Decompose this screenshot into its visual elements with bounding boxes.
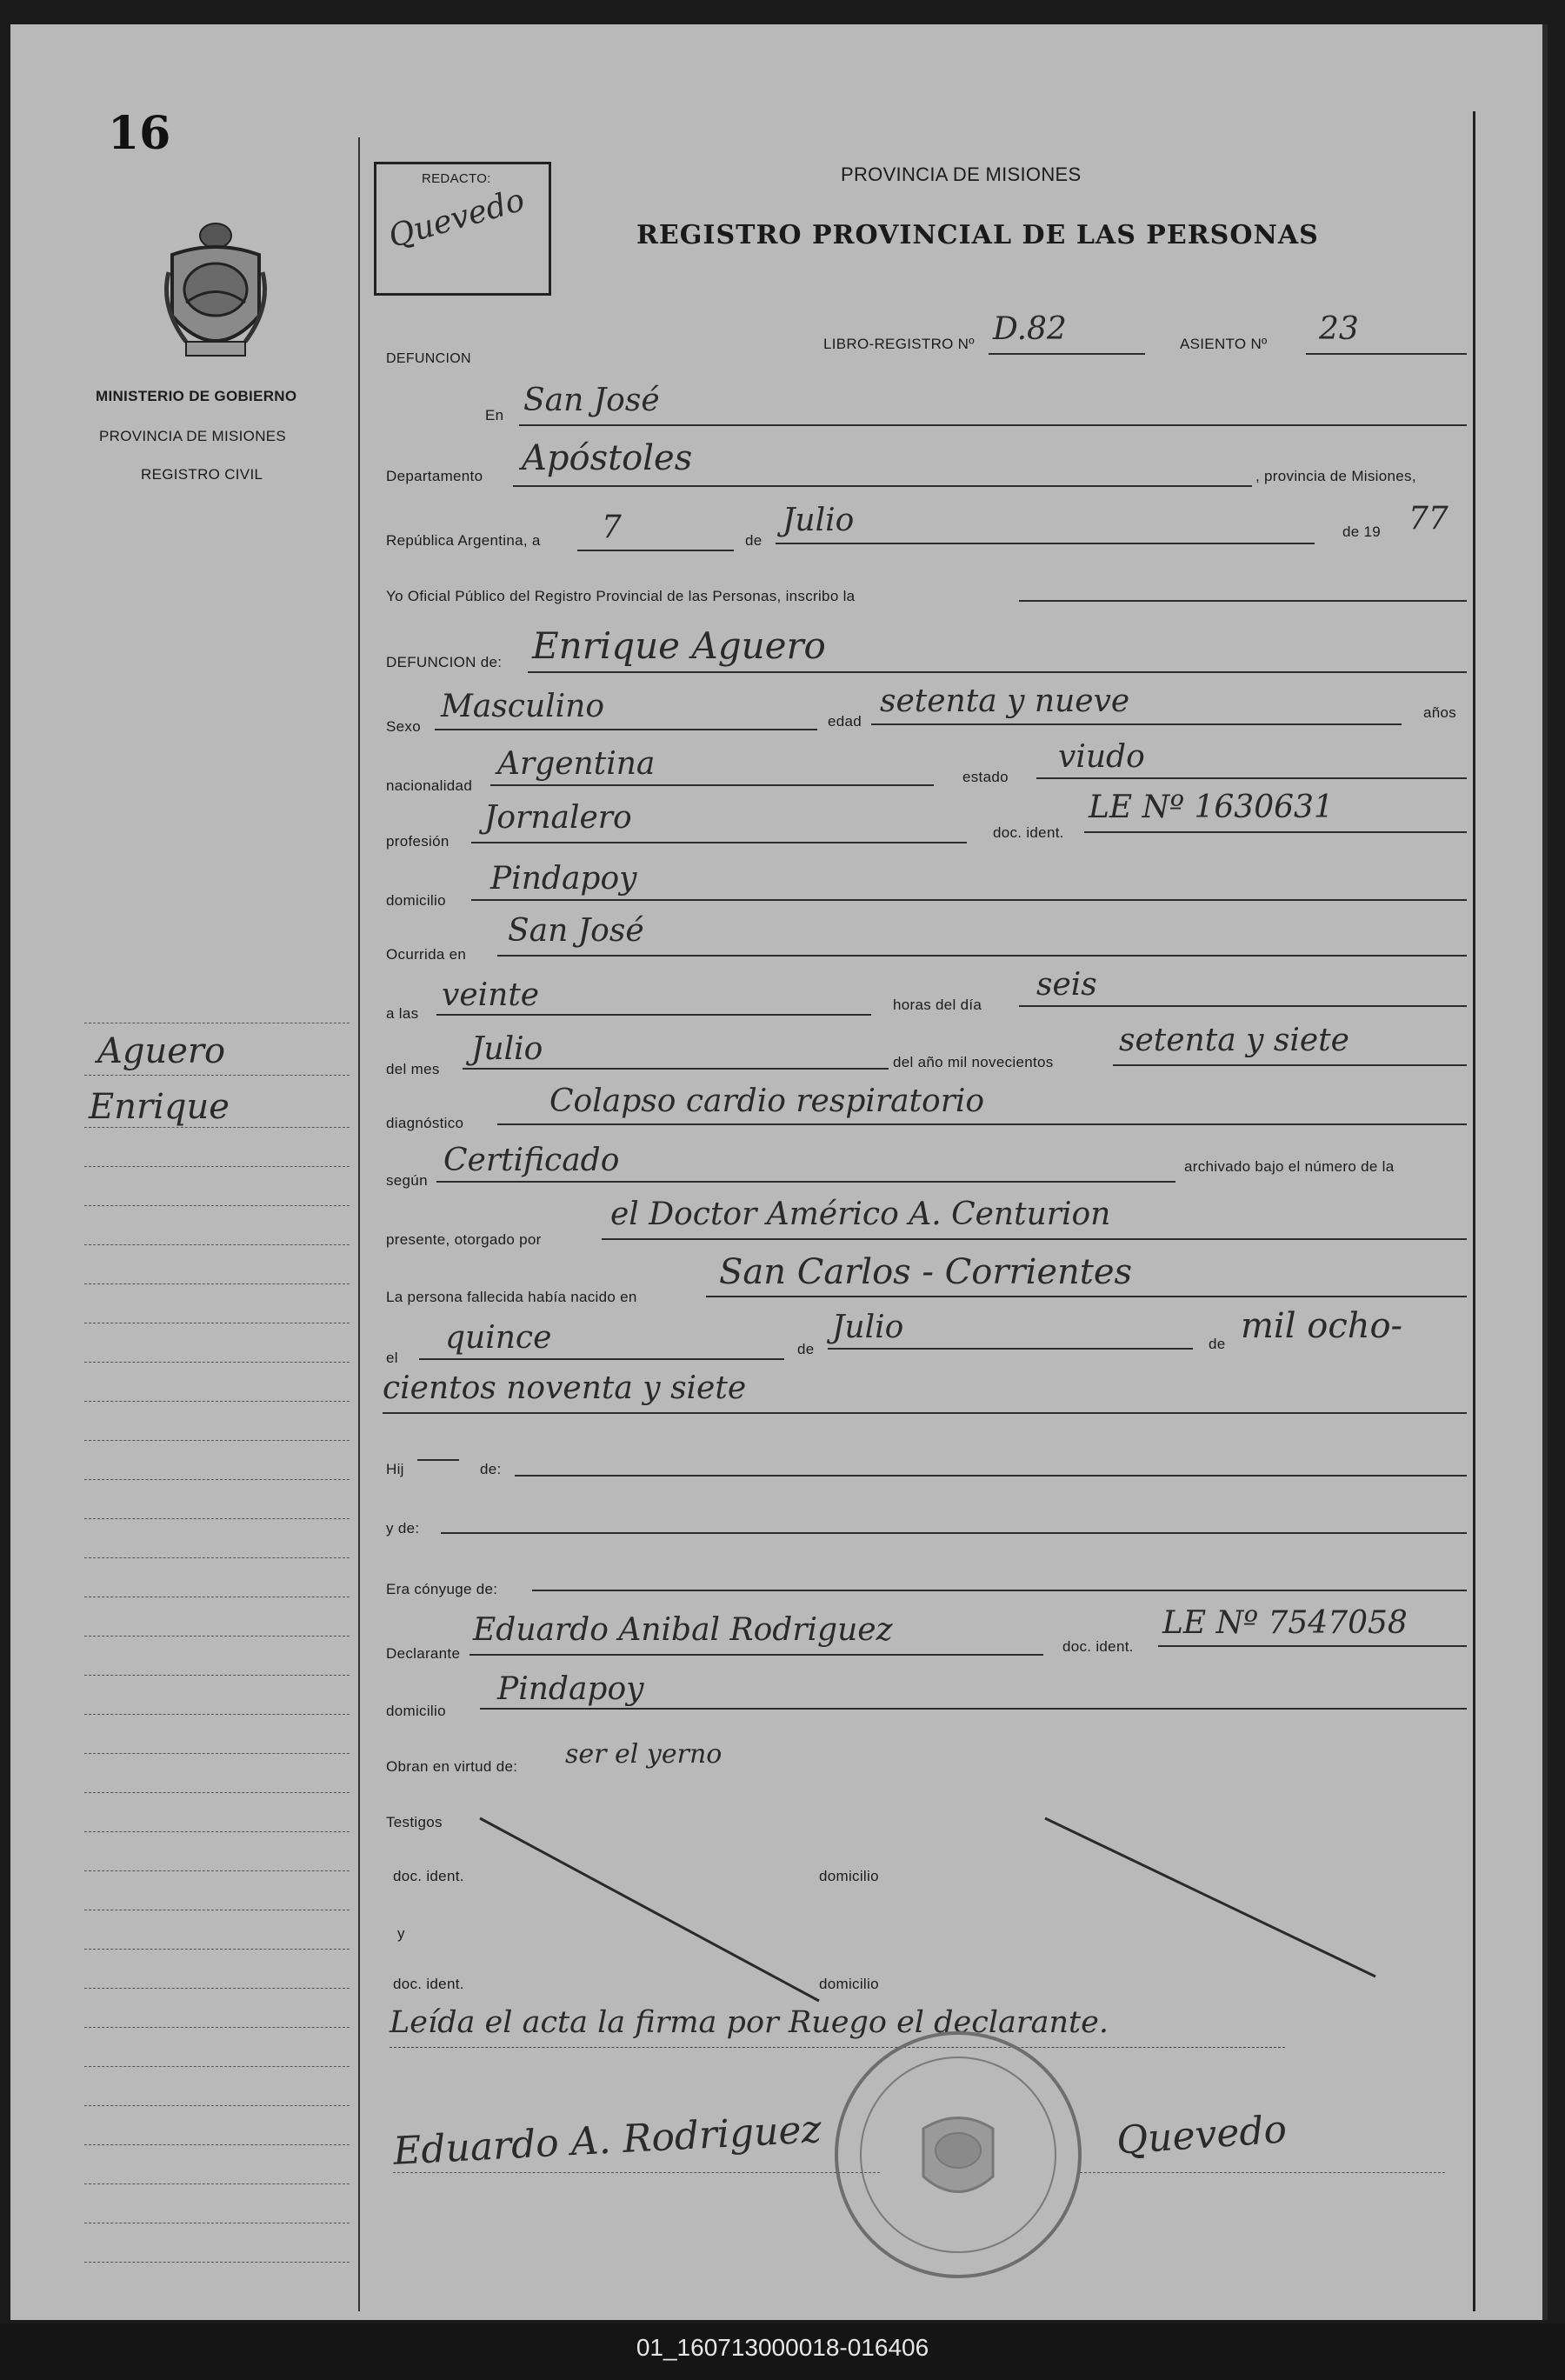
de3-label: de <box>1209 1336 1226 1352</box>
province-label: PROVINCIA DE MISIONES <box>99 428 287 444</box>
form-left-border <box>358 137 360 2311</box>
alas-value: veinte <box>442 977 540 1013</box>
dia-value: 7 <box>602 510 622 545</box>
horas-value: seis <box>1036 967 1097 1003</box>
y-label: y <box>397 1925 405 1942</box>
edad-label: edad <box>828 713 862 730</box>
redacto-label: REDACTO: <box>422 171 491 186</box>
horas-label: horas del día <box>893 997 982 1013</box>
decl-doc-label: doc. ident. <box>1062 1638 1134 1655</box>
conyuge-label: Era cónyuge de: <box>386 1581 498 1597</box>
asiento-label: ASIENTO Nº <box>1180 336 1268 352</box>
segun-value: Certificado <box>443 1143 620 1178</box>
signature-official: Quevedo <box>1115 2107 1289 2163</box>
registro-civil-label: REGISTRO CIVIL <box>141 466 263 483</box>
leida-text: Leída el acta la firma por Ruego el declarante. <box>390 2005 1109 2040</box>
domicilio-value: Pindapoy <box>490 861 637 897</box>
nacido-value: San Carlos - Corrientes <box>719 1252 1133 1292</box>
republica-label: República Argentina, a <box>386 532 541 549</box>
file-id-caption: 01_160713000018-016406 <box>0 2323 1565 2380</box>
nacionalidad-label: nacionalidad <box>386 777 473 794</box>
provincia-label: , provincia de Misiones, <box>1255 468 1416 484</box>
en-value: San José <box>523 383 660 418</box>
official-seal-icon <box>828 2024 1089 2285</box>
presente-value: el Doctor Américo A. Centurion <box>610 1197 1111 1232</box>
anos-label: años <box>1423 704 1457 721</box>
decl-dom-label: domicilio <box>386 1703 446 1719</box>
decl-dom-value: Pindapoy <box>497 1671 644 1707</box>
diagnostico-value: Colapso cardio respiratorio <box>549 1083 985 1119</box>
form-right-border <box>1473 111 1475 2311</box>
coat-of-arms-icon <box>160 220 271 368</box>
libro-value: D.82 <box>993 311 1067 347</box>
libro-label: LIBRO-REGISTRO Nº <box>823 336 975 352</box>
registry-title: REGISTRO PROVINCIAL DE LAS PERSONAS <box>636 220 1319 250</box>
page-number: 16 <box>108 107 171 160</box>
oficial-text: Yo Oficial Público del Registro Provincial de las Personas, inscribo la <box>386 588 856 604</box>
de2-value: Julio <box>832 1310 904 1345</box>
testigo1-doc-label: doc. ident. <box>393 1868 464 1884</box>
profesion-label: profesión <box>386 833 450 850</box>
defuncion-label: DEFUNCION <box>386 351 471 366</box>
hij-label: Hij <box>386 1461 404 1477</box>
domicilio-label: domicilio <box>386 892 446 909</box>
edad-value: setenta y nueve <box>880 683 1130 719</box>
profesion-value: Jornalero <box>484 800 632 836</box>
cont-value: cientos noventa y siete <box>383 1370 747 1406</box>
departamento-value: Apóstoles <box>522 438 693 478</box>
sexo-label: Sexo <box>386 718 421 735</box>
testigo2-dom-label: domicilio <box>819 1976 879 1992</box>
obran-label: Obran en virtud de: <box>386 1758 518 1775</box>
ocurrida-label: Ocurrida en <box>386 946 467 963</box>
declarante-label: Declarante <box>386 1645 461 1662</box>
hij-de-label: de: <box>480 1461 502 1477</box>
de2-label: de <box>797 1341 815 1357</box>
nacido-label: La persona fallecida había nacido en <box>386 1289 637 1305</box>
ocurrida-value: San José <box>508 913 644 949</box>
delano-value: setenta y siete <box>1119 1023 1349 1058</box>
testigo1-dom-label: domicilio <box>819 1868 879 1884</box>
margin-note-name: Enrique <box>89 1087 230 1127</box>
delmes-label: del mes <box>386 1061 440 1077</box>
archivado-label: archivado bajo el número de la <box>1184 1158 1395 1175</box>
testigos-strike-lines <box>471 1803 1410 2011</box>
departamento-label: Departamento <box>386 468 483 484</box>
ministry-label: MINISTERIO DE GOBIERNO <box>96 388 297 404</box>
delano-label: del año mil novecientos <box>893 1054 1054 1070</box>
el-value: quince <box>445 1320 552 1356</box>
segun-label: según <box>386 1172 428 1189</box>
mes-value: Julio <box>782 503 855 538</box>
alas-label: a las <box>386 1005 419 1022</box>
margin-note-surname: Aguero <box>97 1031 226 1071</box>
testigos-label: Testigos <box>386 1814 443 1830</box>
delmes-value: Julio <box>471 1031 543 1067</box>
docident-label: doc. ident. <box>993 824 1064 841</box>
decl-doc-value: LE Nº 7547058 <box>1162 1605 1408 1641</box>
obran-value: ser el yerno <box>565 1739 723 1770</box>
redacto-box <box>374 162 551 296</box>
testigo2-doc-label: doc. ident. <box>393 1976 464 1992</box>
presente-label: presente, otorgado por <box>386 1231 542 1248</box>
de3-value: mil ocho- <box>1241 1306 1403 1346</box>
asiento-value: 23 <box>1319 311 1359 347</box>
signature-declarante: Eduardo A. Rodriguez <box>392 2107 822 2174</box>
diagnostico-label: diagnóstico <box>386 1115 464 1131</box>
de-label: de <box>745 532 763 549</box>
el-label: el <box>386 1350 398 1366</box>
defuncion-de-value: Enrique Aguero <box>532 624 826 667</box>
estado-value: viudo <box>1058 739 1145 775</box>
yde-label: y de: <box>386 1520 420 1537</box>
document-page <box>10 24 1548 2320</box>
estado-label: estado <box>962 769 1009 785</box>
en-label: En <box>485 407 504 423</box>
defuncion-de-label: DEFUNCION de: <box>386 654 503 670</box>
anio-value: 77 <box>1408 501 1448 537</box>
de19-label: de 19 <box>1342 523 1382 540</box>
nacionalidad-value: Argentina <box>497 746 656 782</box>
redacto-signature: Quevedo <box>384 182 529 256</box>
docident-value: LE Nº 1630631 <box>1089 790 1334 825</box>
province-heading: PROVINCIA DE MISIONES <box>841 163 1082 185</box>
sexo-value: Masculino <box>441 689 605 724</box>
declarante-value: Eduardo Anibal Rodriguez <box>473 1612 893 1648</box>
